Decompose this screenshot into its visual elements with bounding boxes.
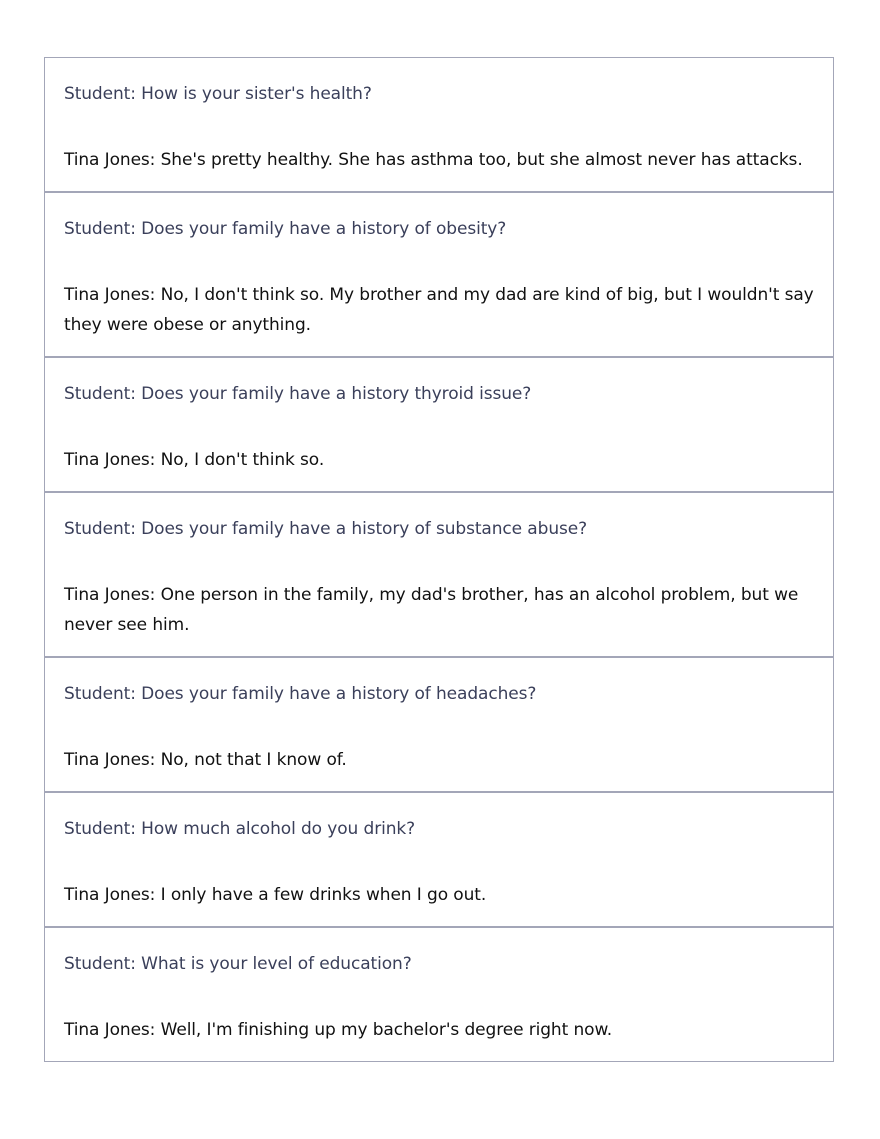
interview-transcript <box>44 57 834 1062</box>
student-question: Student: Does your family have a history thyroid issue? <box>64 384 532 404</box>
exchange-alcohol-use <box>45 791 833 926</box>
patient-answer: Tina Jones: One person in the family, my dad's brother, has an alcohol problem, but we never see him. <box>64 585 799 635</box>
student-question: Student: Does your family have a history of obesity? <box>64 219 507 239</box>
exchange-obesity-history <box>45 191 833 356</box>
exchange-education-level <box>45 926 833 1061</box>
exchange-headache-history <box>45 656 833 791</box>
exchange-substance-abuse-history <box>45 491 833 656</box>
patient-answer: Tina Jones: No, not that I know of. <box>64 750 347 770</box>
patient-answer: Tina Jones: Well, I'm finishing up my bachelor's degree right now. <box>64 1020 613 1040</box>
exchange-sister-health <box>45 58 833 191</box>
patient-answer: Tina Jones: No, I don't think so. <box>64 450 325 470</box>
patient-answer: Tina Jones: No, I don't think so. My brother and my dad are kind of big, but I wouldn't say they were obese or anything. <box>64 285 814 335</box>
student-question: Student: What is your level of education? <box>64 954 412 974</box>
student-question: Student: How much alcohol do you drink? <box>64 819 416 839</box>
student-question: Student: How is your sister's health? <box>64 84 372 104</box>
patient-answer: Tina Jones: She's pretty healthy. She has asthma too, but she almost never has attacks. <box>64 150 803 170</box>
student-question: Student: Does your family have a history of headaches? <box>64 684 537 704</box>
exchange-thyroid-history <box>45 356 833 491</box>
patient-answer: Tina Jones: I only have a few drinks when I go out. <box>64 885 487 905</box>
student-question: Student: Does your family have a history of substance abuse? <box>64 519 588 539</box>
